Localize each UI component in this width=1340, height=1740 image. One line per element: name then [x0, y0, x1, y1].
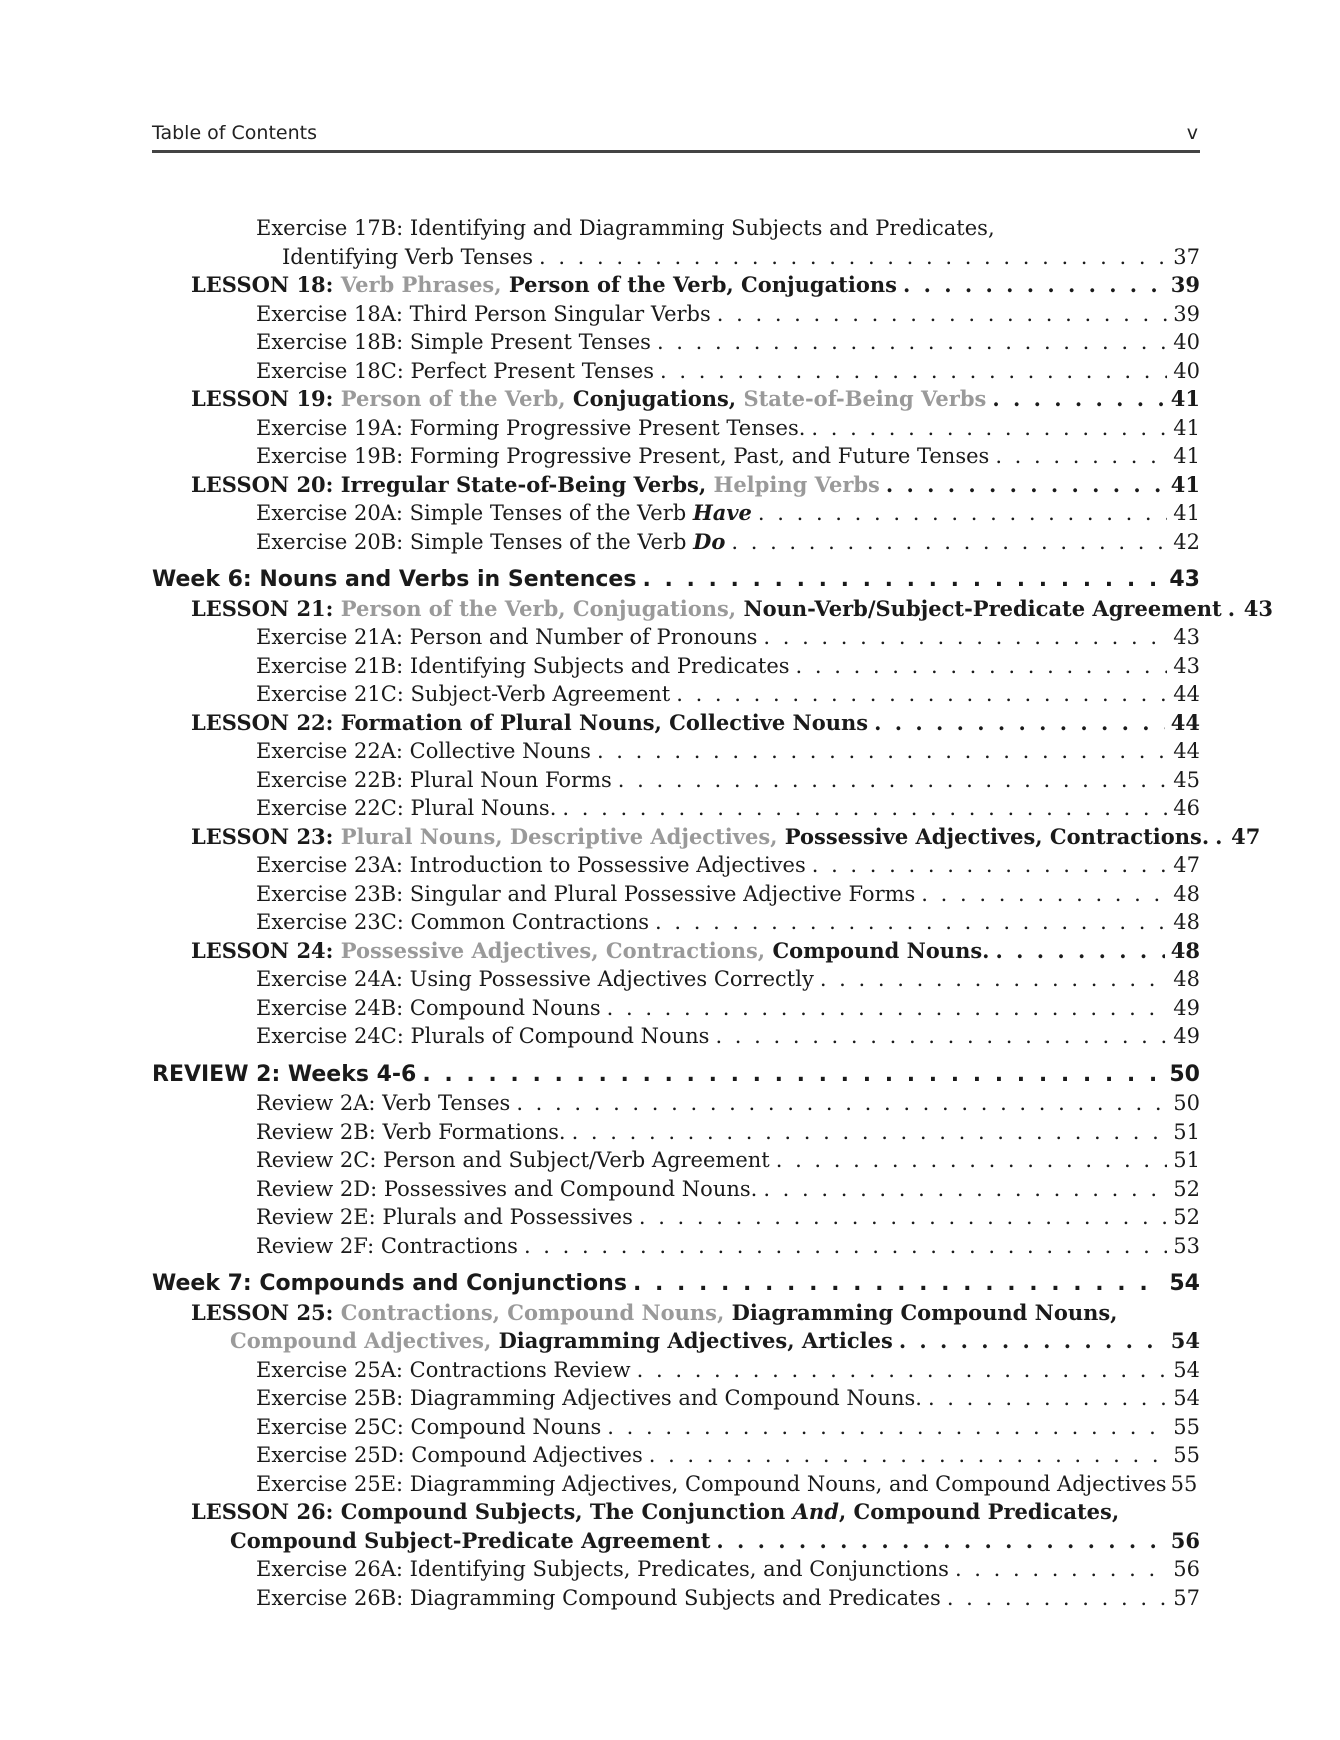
- entry-page-number: 48: [1170, 937, 1200, 963]
- entry-page-number: 48: [1173, 910, 1200, 934]
- toc-section-entry[interactable]: [152, 566, 1200, 595]
- entry-title: [256, 1232, 518, 1261]
- entry-title-part: Exercise 25B: Diagramming Adjectives and Compound Nouns.: [256, 1386, 922, 1410]
- dot-leader: [921, 880, 1167, 909]
- entry-title-part: Exercise 25C: Compound Nouns: [256, 1414, 602, 1439]
- dot-leader: [796, 652, 1168, 681]
- entry-title-part: Do: [693, 528, 726, 554]
- entry-title-part: Exercise 18B: Simple Present Tenses: [256, 330, 651, 354]
- entry-title: [256, 908, 649, 937]
- entry-title: [256, 851, 806, 880]
- entry-title: [256, 965, 814, 994]
- entry-title: [191, 823, 1209, 852]
- dot-leader: [812, 851, 1168, 880]
- entry-title: [256, 214, 995, 243]
- dot-leader: [572, 1118, 1168, 1147]
- entry-title-part: REVIEW 2: Weeks 4-6: [152, 1061, 417, 1087]
- entry-title: [256, 1022, 709, 1051]
- entry-title-part: Review 2D: Possessives and Compound Nouns.: [256, 1176, 758, 1201]
- entry-title: [230, 1527, 710, 1556]
- dot-leader: [899, 1327, 1165, 1356]
- toc-exercise-entry[interactable]: [152, 300, 1200, 329]
- entry-page-number: 53: [1173, 1233, 1200, 1258]
- toc-exercise-entry[interactable]: [152, 994, 1200, 1023]
- entry-title-part: Exercise 22C: Plural Nouns.: [256, 796, 557, 820]
- toc-exercise-entry[interactable]: [152, 1146, 1200, 1175]
- dot-leader: [597, 737, 1167, 766]
- entry-page-number: 55: [1170, 1471, 1198, 1496]
- entry-title: [256, 300, 711, 329]
- entry-page-number: 41: [1173, 501, 1200, 525]
- dot-leader: [657, 328, 1167, 357]
- entry-title-part: Exercise 18C: Perfect Present Tenses: [256, 358, 655, 383]
- dot-leader: [524, 1232, 1167, 1261]
- entry-title: [191, 709, 868, 738]
- entry-title-part: Diagramming Compound Nouns,: [731, 1299, 1118, 1325]
- dot-leader: [516, 1089, 1167, 1118]
- dot-leader: [422, 1061, 1163, 1090]
- entry-title-part: Week 6: Nouns and Verbs in Sentences: [152, 567, 637, 592]
- entry-page-number: 55: [1173, 1414, 1200, 1439]
- entry-title-part: Exercise 18A: Third Person Singular Verbs: [256, 301, 711, 326]
- dot-leader: [1215, 823, 1225, 852]
- entry-title-part: LESSON 23:: [191, 823, 341, 849]
- entry-title-part: Compound Nouns.: [772, 937, 990, 963]
- entry-title: [256, 442, 989, 471]
- entry-title: [282, 243, 533, 272]
- toc-exercise-entry[interactable]: [152, 965, 1200, 994]
- dot-leader: [763, 623, 1167, 652]
- entry-title-part: Exercise 24C: Plurals of Compound Nouns: [256, 1024, 710, 1048]
- toc-exercise-entry[interactable]: [152, 499, 1200, 528]
- dot-leader: [928, 1384, 1167, 1413]
- entry-page-number: 49: [1173, 1024, 1200, 1048]
- entry-page-number: 39: [1173, 301, 1200, 326]
- entry-title-part: Possessive Adjectives, Contractions.: [784, 823, 1210, 849]
- entry-title-part: Exercise 21B: Identifying Subjects and Predicates: [256, 653, 790, 678]
- toc-exercise-entry[interactable]: [152, 442, 1200, 471]
- entry-title: [256, 1555, 949, 1584]
- entry-title-part: Conjugations,: [572, 386, 744, 411]
- toc-exercise-entry[interactable]: [152, 243, 1200, 272]
- toc-exercise-entry[interactable]: [152, 357, 1200, 386]
- entry-title-part: Noun-Verb/Subject-Predicate Agreement: [743, 595, 1222, 621]
- entry-title-part: Helping Verbs: [713, 471, 880, 497]
- entry-title-part: Exercise 24A: Using Possessive Adjectives Correctly: [256, 967, 814, 991]
- entry-page-number: 52: [1173, 1176, 1200, 1201]
- entry-title: [191, 1498, 1119, 1527]
- entry-page-number: 54: [1173, 1357, 1200, 1382]
- entry-title-part: Exercise 23B: Singular and Plural Possessive Adjective Forms: [256, 881, 916, 906]
- entry-title-part: LESSON 19:: [191, 386, 341, 411]
- toc-exercise-entry[interactable]: [152, 880, 1200, 909]
- entry-title: [256, 1118, 566, 1147]
- entry-page-number: 54: [1169, 1271, 1200, 1296]
- entry-title: [256, 499, 752, 528]
- dot-leader: [947, 1584, 1167, 1613]
- entry-page-number: 54: [1173, 1386, 1200, 1410]
- dot-leader: [903, 271, 1165, 300]
- dot-leader: [639, 1203, 1167, 1232]
- entry-page-number: 46: [1173, 796, 1200, 820]
- entry-title: [256, 414, 805, 443]
- entry-title-part: Exercise 21C: Subject-Verb Agreement: [256, 682, 671, 706]
- toc-lesson-entry[interactable]: [152, 1327, 1200, 1356]
- entry-title-part: LESSON 24:: [191, 937, 341, 963]
- page-header: [152, 122, 1200, 153]
- dot-leader: [731, 528, 1167, 557]
- toc-exercise-entry[interactable]: [152, 1470, 1200, 1499]
- toc-exercise-entry[interactable]: [152, 652, 1200, 681]
- entry-title-part: Exercise 23C: Common Contractions: [256, 910, 650, 934]
- dot-leader: [649, 1441, 1168, 1470]
- entry-title-part: Exercise 24B: Compound Nouns: [256, 995, 601, 1020]
- dot-leader: [676, 680, 1167, 709]
- toc-exercise-entry[interactable]: [152, 528, 1200, 557]
- entry-title-part: Exercise 25A: Contractions Review: [256, 1357, 631, 1382]
- dot-leader: [955, 1555, 1167, 1584]
- entry-title: [191, 471, 880, 500]
- entry-title: [152, 566, 636, 595]
- entry-title: [256, 1470, 1167, 1499]
- entry-page-number: 50: [1169, 1061, 1200, 1087]
- entry-page-number: 43: [1243, 595, 1273, 621]
- toc-exercise-entry[interactable]: [152, 1118, 1200, 1147]
- entry-title-part: , Compound Predicates,: [838, 1499, 1120, 1524]
- entry-title: [256, 880, 915, 909]
- entry-title-part: LESSON 18:: [191, 272, 341, 297]
- dot-leader: [637, 1356, 1168, 1385]
- entry-title: [256, 1384, 922, 1413]
- entry-title-part: LESSON 26: Compound Subjects, The Conjunction: [191, 1499, 793, 1524]
- entry-title-part: Have: [692, 500, 752, 525]
- toc-exercise-entry[interactable]: [152, 1584, 1200, 1613]
- dot-leader: [716, 1527, 1164, 1556]
- dot-leader: [811, 414, 1167, 443]
- entry-title-part: Contractions, Compound Nouns,: [340, 1299, 732, 1325]
- entry-page-number: 47: [1173, 853, 1200, 877]
- toc-lesson-entry[interactable]: [152, 385, 1200, 414]
- entry-title-part: LESSON 22: Formation of Plural Nouns, Collective Nouns: [191, 709, 869, 735]
- toc-exercise-entry[interactable]: [152, 1232, 1200, 1261]
- toc-exercise-entry[interactable]: [152, 1555, 1200, 1584]
- entry-page-number: 41: [1170, 471, 1200, 497]
- page-number: v: [1186, 122, 1198, 144]
- dot-leader: [820, 965, 1167, 994]
- entry-page-number: 40: [1173, 330, 1200, 354]
- dot-leader: [886, 471, 1165, 500]
- entry-page-number: 51: [1173, 1148, 1200, 1172]
- entry-title-part: LESSON 21:: [191, 595, 341, 621]
- entry-title-part: Compound Subject-Predicate Agreement: [230, 1527, 711, 1553]
- entry-page-number: 40: [1173, 358, 1200, 383]
- toc-exercise-entry[interactable]: [152, 1022, 1200, 1051]
- entry-title-part: LESSON 20: Irregular State-of-Being Verbs,: [191, 471, 714, 497]
- dot-leader: [995, 937, 1164, 966]
- entry-title-part: Exercise 25D: Compound Adjectives: [256, 1443, 643, 1467]
- entry-page-number: 52: [1173, 1205, 1200, 1229]
- entry-title-part: Plural Nouns, Descriptive Adjectives,: [340, 823, 785, 849]
- dot-leader: [539, 243, 1167, 272]
- toc-lesson-entry[interactable]: [152, 471, 1200, 500]
- toc-lesson-entry[interactable]: [152, 823, 1261, 852]
- entry-title: [256, 528, 725, 557]
- entry-title: [256, 737, 591, 766]
- entry-title: [191, 595, 1222, 624]
- entry-title-part: Exercise 22A: Collective Nouns: [256, 739, 591, 763]
- dot-leader: [642, 566, 1163, 595]
- dot-leader: [715, 1022, 1167, 1051]
- entry-title-part: Compound Adjectives,: [230, 1328, 499, 1353]
- table-of-contents: [152, 214, 1273, 1612]
- entry-page-number: 43: [1169, 567, 1200, 592]
- toc-exercise-entry[interactable]: [152, 623, 1200, 652]
- entry-title: [256, 1203, 633, 1232]
- toc-exercise-entry[interactable]: [152, 214, 1200, 243]
- entry-title: [256, 357, 654, 386]
- entry-title-part: Exercise 20A: Simple Tenses of the Verb: [256, 501, 693, 525]
- entry-title: [256, 766, 612, 795]
- toc-lesson-entry[interactable]: [152, 1498, 1200, 1527]
- entry-title-part: Person of the Verb,: [340, 386, 573, 411]
- entry-title-part: Exercise 25E: Diagramming Adjectives, Compound Nouns, and Compound Adjectives: [256, 1471, 1167, 1496]
- toc-exercise-entry[interactable]: [152, 794, 1200, 823]
- entry-page-number: 48: [1173, 967, 1200, 991]
- entry-title-part: Exercise 22B: Plural Noun Forms: [256, 767, 612, 792]
- toc-exercise-entry[interactable]: [152, 680, 1200, 709]
- toc-section-entry[interactable]: [152, 1061, 1200, 1090]
- entry-title: [230, 1327, 893, 1356]
- entry-title: [256, 1146, 770, 1175]
- dot-leader: [874, 709, 1165, 738]
- entry-title: [152, 1270, 627, 1299]
- entry-title: [191, 271, 897, 300]
- entry-page-number: 56: [1170, 1527, 1200, 1553]
- toc-exercise-entry[interactable]: [152, 1203, 1200, 1232]
- dot-leader: [763, 1175, 1167, 1204]
- entry-page-number: 47: [1231, 823, 1261, 849]
- entry-page-number: 44: [1173, 682, 1200, 706]
- dot-leader: [607, 994, 1168, 1023]
- toc-exercise-entry[interactable]: [152, 1413, 1200, 1442]
- entry-title: [256, 652, 790, 681]
- dot-leader: [776, 1146, 1168, 1175]
- entry-title: [256, 328, 651, 357]
- entry-title: [191, 1299, 1118, 1328]
- entry-page-number: 43: [1173, 653, 1200, 678]
- entry-page-number: 44: [1173, 739, 1200, 763]
- entry-title-part: Exercise 20B: Simple Tenses of the Verb: [256, 529, 694, 554]
- toc-exercise-entry[interactable]: [152, 1356, 1200, 1385]
- entry-title-part: Identifying Verb Tenses: [282, 244, 533, 269]
- toc-section-entry[interactable]: [152, 1270, 1200, 1299]
- toc-exercise-entry[interactable]: [152, 737, 1200, 766]
- entry-page-number: 44: [1170, 709, 1200, 735]
- dot-leader: [992, 385, 1164, 414]
- entry-title-part: Exercise 21A: Person and Number of Pronouns: [256, 625, 758, 649]
- entry-title: [256, 1413, 601, 1442]
- dot-leader: [660, 357, 1167, 386]
- entry-page-number: 37: [1173, 244, 1200, 269]
- entry-page-number: 50: [1173, 1091, 1200, 1115]
- entry-title-part: Exercise 23A: Introduction to Possessive Adjectives: [256, 853, 806, 877]
- entry-title-part: LESSON 25:: [191, 1299, 341, 1325]
- entry-title-part: Review 2B: Verb Formations.: [256, 1119, 566, 1144]
- entry-title-part: Verb Phrases,: [340, 272, 509, 297]
- entry-title: [256, 1356, 631, 1385]
- entry-title-part: Possessive Adjectives, Contractions,: [340, 937, 773, 963]
- dot-leader: [607, 1413, 1167, 1442]
- entry-page-number: 49: [1173, 995, 1200, 1020]
- entry-page-number: 43: [1173, 625, 1200, 649]
- toc-exercise-entry[interactable]: [152, 1441, 1200, 1470]
- entry-title-part: Review 2A: Verb Tenses: [256, 1091, 511, 1115]
- toc-exercise-entry[interactable]: [152, 328, 1200, 357]
- entry-page-number: 41: [1173, 444, 1200, 468]
- toc-lesson-entry[interactable]: [152, 271, 1200, 300]
- toc-exercise-entry[interactable]: [152, 766, 1200, 795]
- dot-leader: [995, 442, 1167, 471]
- entry-title-part: Review 2E: Plurals and Possessives: [256, 1205, 633, 1229]
- entry-page-number: 39: [1170, 272, 1200, 297]
- entry-page-number: 57: [1173, 1585, 1200, 1610]
- entry-title-part: Exercise 26B: Diagramming Compound Subjects and Predicates: [256, 1585, 941, 1610]
- running-title: Table of Contents: [152, 122, 317, 144]
- entry-page-number: 56: [1173, 1557, 1200, 1581]
- entry-title: [256, 680, 670, 709]
- toc-exercise-entry[interactable]: [152, 1384, 1200, 1413]
- entry-page-number: 42: [1173, 529, 1200, 554]
- entry-title-part: Diagramming Adjectives, Articles: [498, 1328, 893, 1353]
- entry-title-part: Person of the Verb, Conjugations,: [340, 595, 744, 621]
- toc-lesson-entry[interactable]: [152, 595, 1273, 624]
- entry-title-part: Review 2F: Contractions: [256, 1233, 518, 1258]
- entry-page-number: 45: [1173, 767, 1200, 792]
- entry-title: [152, 1061, 416, 1090]
- dot-leader: [618, 766, 1168, 795]
- entry-title-part: Exercise 19A: Forming Progressive Present Tenses.: [256, 415, 806, 440]
- toc-lesson-entry[interactable]: [152, 937, 1200, 966]
- entry-title: [191, 937, 989, 966]
- dot-leader: [717, 300, 1167, 329]
- dot-leader: [1228, 595, 1238, 624]
- toc-exercise-entry[interactable]: [152, 908, 1200, 937]
- entry-title-part: And: [792, 1499, 839, 1524]
- dot-leader: [633, 1270, 1163, 1299]
- entry-title-part: Exercise 17B: Identifying and Diagramming Subjects and Predicates,: [256, 216, 995, 240]
- toc-exercise-entry[interactable]: [152, 1175, 1200, 1204]
- toc-lesson-entry[interactable]: [152, 709, 1200, 738]
- entry-page-number: 54: [1170, 1328, 1200, 1353]
- entry-title: [256, 1175, 757, 1204]
- entry-title-part: Exercise 26A: Identifying Subjects, Predicates, and Conjunctions: [256, 1557, 949, 1581]
- toc-exercise-entry[interactable]: [152, 851, 1200, 880]
- entry-title-part: State-of-Being Verbs: [743, 386, 987, 411]
- entry-title-part: Person of the Verb, Conjugations: [508, 272, 897, 297]
- dot-leader: [655, 908, 1167, 937]
- entry-title: [256, 1089, 510, 1118]
- entry-title: [256, 1584, 941, 1613]
- dot-leader: [758, 499, 1167, 528]
- entry-page-number: 41: [1173, 415, 1200, 440]
- toc-lesson-entry[interactable]: [152, 1527, 1200, 1556]
- entry-title-part: Exercise 19B: Forming Progressive Present, Past, and Future Tenses: [256, 444, 990, 468]
- entry-title: [256, 994, 601, 1023]
- entry-page-number: 48: [1173, 881, 1200, 906]
- entry-page-number: 55: [1173, 1443, 1200, 1467]
- toc-lesson-entry[interactable]: [152, 1299, 1200, 1328]
- entry-title-part: Week 7: Compounds and Conjunctions: [152, 1271, 627, 1296]
- entry-title: [256, 623, 757, 652]
- toc-exercise-entry[interactable]: [152, 414, 1200, 443]
- dot-leader: [562, 794, 1167, 823]
- entry-title: [191, 385, 986, 414]
- entry-page-number: 41: [1170, 386, 1200, 411]
- toc-exercise-entry[interactable]: [152, 1089, 1200, 1118]
- entry-title: [256, 794, 556, 823]
- entry-title-part: Review 2C: Person and Subject/Verb Agreement: [256, 1148, 770, 1172]
- entry-title: [256, 1441, 643, 1470]
- entry-page-number: 51: [1173, 1119, 1200, 1144]
